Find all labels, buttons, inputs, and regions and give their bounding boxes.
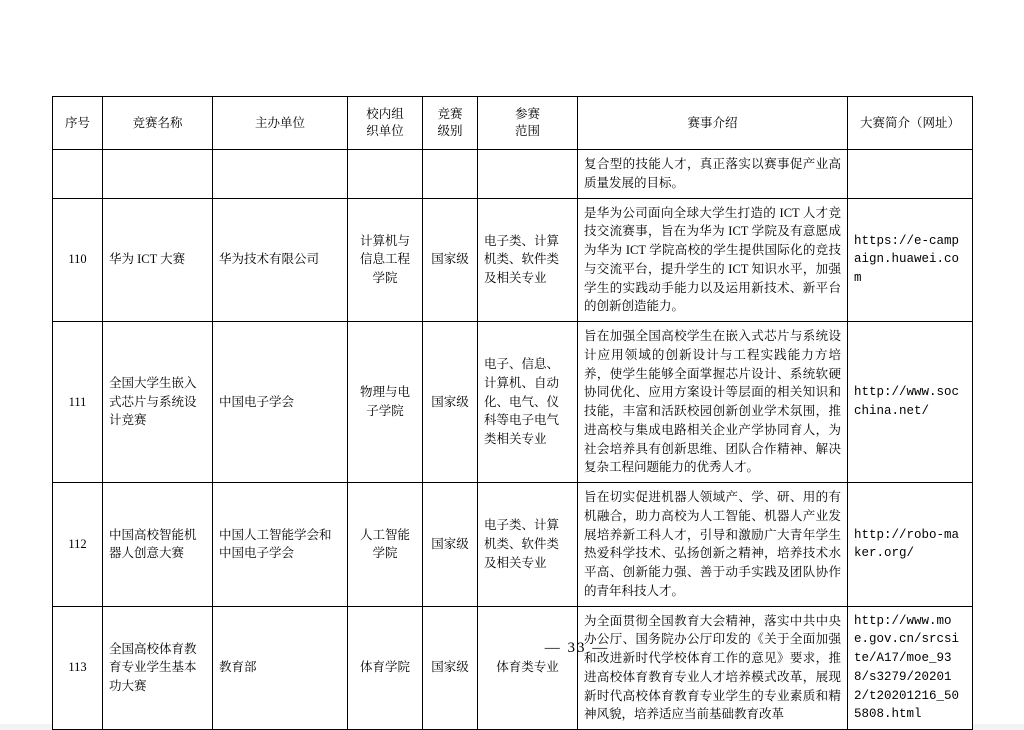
cell-level bbox=[423, 150, 478, 199]
cell-school-unit: 计算机与信息工程学院 bbox=[348, 198, 423, 322]
header-level-line1: 竞赛 bbox=[437, 107, 463, 122]
cell-organizer: 教育部 bbox=[213, 606, 348, 730]
cell-intro: 旨在加强全国高校学生在嵌入式芯片与系统设计应用领域的创新设计与工程实践能力方培养，使学生能够全面掌握芯片设计、系统软硬协同优化、应用方案设计等层面的相关知识和技能，丰富和活跃校园创新创业学术氛围，推进高校与集成电路相关企业产学协同育人，为社会培养具有创新思维、团队合作精神、解决复杂工程问题能力的优秀人才。 bbox=[578, 322, 848, 483]
table-row bbox=[53, 606, 973, 730]
cell-scope: 电子类、计算机类、软件类及相关专业 bbox=[478, 483, 578, 607]
cell-level: 国家级 bbox=[423, 198, 478, 322]
competition-table bbox=[52, 96, 973, 730]
page-number bbox=[0, 640, 1024, 657]
cell-competition-name: 中国高校智能机器人创意大赛 bbox=[103, 483, 213, 607]
header-school-unit bbox=[348, 97, 423, 150]
cell-competition-name bbox=[103, 150, 213, 199]
cell-competition-name: 全国高校体育教育专业学生基本功大赛 bbox=[103, 606, 213, 730]
header-scope-line2: 范围 bbox=[514, 124, 540, 138]
cell-seq: 110 bbox=[53, 198, 103, 322]
cell-intro: 是华为公司面向全球大学生打造的 ICT 人才竞技交流赛事，旨在为华为 ICT 学院及有意愿成为华为 ICT 学院高校的学生提供国际化的竞技与交流平台，提升学生的 ICT 知识水平，加强学生的实践动手能力以及运用新技术、新平台的创新创造能力。 bbox=[578, 198, 848, 322]
cell-level: 国家级 bbox=[423, 483, 478, 607]
table-row bbox=[53, 322, 973, 483]
header-link: 大赛简介（网址） bbox=[848, 97, 973, 150]
cell-school-unit: 体育学院 bbox=[348, 606, 423, 730]
cell-school-unit: 物理与电子学院 bbox=[348, 322, 423, 483]
cell-level: 国家级 bbox=[423, 322, 478, 483]
cell-link[interactable]: https://e-campaign.huawei.com bbox=[848, 198, 973, 322]
cell-intro: 旨在切实促进机器人领域产、学、研、用的有机融合，助力高校为人工智能、机器人产业发展培养新工科人才，引导和激励广大青年学生热爱科学技术、弘扬创新之精神，培养技术水平高、创新能力强、善于动手实践及团队协作的青年科技人才。 bbox=[578, 483, 848, 607]
header-school-unit-line1: 校内组 bbox=[366, 107, 404, 122]
header-scope-line1: 参赛 bbox=[514, 107, 540, 122]
table-header-row bbox=[53, 97, 973, 150]
header-competition-name: 竞赛名称 bbox=[103, 97, 213, 150]
cell-seq: 113 bbox=[53, 606, 103, 730]
cell-intro: 为全面贯彻全国教育大会精神，落实中共中央办公厅、国务院办公厅印发的《关于全面加强和改进新时代学校体育工作的意见》要求，推进高校体育教育专业人才培养模式改革，展现新时代高校体育教育专业学生的专业素质和精神风貌，培养适应当前基础教育改革 bbox=[578, 606, 848, 730]
cell-scope: 体育类专业 bbox=[478, 606, 578, 730]
cell-level: 国家级 bbox=[423, 606, 478, 730]
table-row bbox=[53, 483, 973, 607]
page-number-text: — 33 — bbox=[544, 640, 610, 656]
cell-link[interactable] bbox=[848, 150, 973, 199]
table-row bbox=[53, 198, 973, 322]
header-level bbox=[423, 97, 478, 150]
table-container bbox=[52, 96, 972, 730]
header-level-line2: 级别 bbox=[437, 124, 463, 138]
cell-link[interactable]: http://robo-maker.org/ bbox=[848, 483, 973, 607]
cell-organizer: 中国人工智能学会和中国电子学会 bbox=[213, 483, 348, 607]
header-intro: 赛事介绍 bbox=[578, 97, 848, 150]
cell-scope bbox=[478, 150, 578, 199]
header-school-unit-line2: 织单位 bbox=[366, 124, 404, 138]
cell-link[interactable]: http://www.socchina.net/ bbox=[848, 322, 973, 483]
cell-school-unit: 人工智能学院 bbox=[348, 483, 423, 607]
cell-school-unit bbox=[348, 150, 423, 199]
cell-scope: 电子、信息、计算机、自动化、电气、仪科等电子电气类相关专业 bbox=[478, 322, 578, 483]
cell-competition-name: 全国大学生嵌入式芯片与系统设计竞赛 bbox=[103, 322, 213, 483]
cell-organizer bbox=[213, 150, 348, 199]
cell-competition-name: 华为 ICT 大赛 bbox=[103, 198, 213, 322]
table-row bbox=[53, 150, 973, 199]
cell-scope: 电子类、计算机类、软件类及相关专业 bbox=[478, 198, 578, 322]
cell-intro: 复合型的技能人才，真正落实以赛事促产业高质量发展的目标。 bbox=[578, 150, 848, 199]
header-scope bbox=[478, 97, 578, 150]
cell-organizer: 华为技术有限公司 bbox=[213, 198, 348, 322]
cell-seq: 111 bbox=[53, 322, 103, 483]
cell-organizer: 中国电子学会 bbox=[213, 322, 348, 483]
cell-seq bbox=[53, 150, 103, 199]
header-organizer: 主办单位 bbox=[213, 97, 348, 150]
cell-link[interactable]: http://www.moe.gov.cn/srcsite/A17/moe_938/s3279/202012/t20201216_505808.html bbox=[848, 606, 973, 730]
header-seq: 序号 bbox=[53, 97, 103, 150]
cell-seq: 112 bbox=[53, 483, 103, 607]
